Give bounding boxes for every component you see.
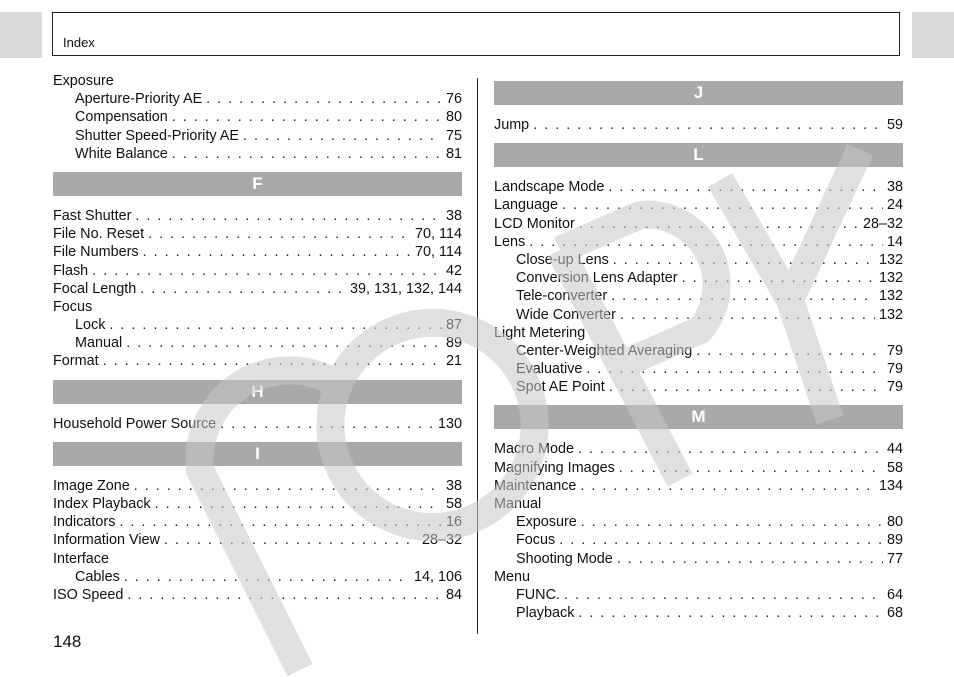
entry-page-ref: 44: [886, 441, 903, 458]
entry-label: Light Metering: [494, 324, 586, 341]
entry-label: Menu: [494, 568, 530, 585]
dot-leader: [92, 262, 442, 280]
entry-label: Evaluative: [516, 361, 583, 378]
section-letter-f: F: [53, 172, 462, 196]
entry-label: Playback: [516, 605, 575, 622]
dot-leader: [155, 495, 442, 513]
dot-leader: [696, 342, 883, 360]
entry-page-ref: 79: [886, 379, 903, 396]
dot-leader: [109, 316, 442, 334]
index-entry: [53, 531, 462, 549]
entry-page-ref: 38: [445, 477, 462, 494]
dot-leader: [579, 215, 859, 233]
entry-page-ref: 132: [878, 270, 903, 287]
entry-page-ref: 38: [445, 207, 462, 224]
entry-page-ref: 79: [886, 342, 903, 359]
index-subentry: [494, 586, 903, 604]
entry-page-ref: 64: [886, 586, 903, 603]
entry-label: Index Playback: [53, 496, 151, 512]
index-subentry: [494, 287, 903, 305]
entry-label: Focus: [516, 532, 556, 549]
index-entry: [53, 262, 462, 280]
entry-page-ref: 14: [886, 233, 903, 250]
entry-page-ref: 130: [437, 415, 462, 432]
dot-leader: [609, 378, 883, 396]
dot-leader: [617, 550, 883, 568]
entry-page-ref: 134: [878, 477, 903, 494]
entry-page-ref: 76: [445, 91, 462, 108]
entry-label: Spot AE Point: [516, 379, 605, 396]
index-subentry: [494, 550, 903, 568]
header-title: Index: [63, 35, 95, 50]
entry-page-ref: 79: [886, 361, 903, 378]
dot-leader: [533, 116, 883, 134]
entry-page-ref: 80: [886, 514, 903, 531]
dot-leader: [134, 477, 442, 495]
dot-leader: [127, 586, 442, 604]
section-letter-h: H: [53, 380, 462, 404]
entry-label: LCD Monitor: [494, 215, 575, 232]
dot-leader: [562, 196, 883, 214]
index-entry: [53, 72, 462, 90]
index-subentry: [494, 378, 903, 396]
index-subentry: [494, 531, 903, 549]
entry-label: Image Zone: [53, 477, 130, 494]
dot-leader: [243, 127, 442, 145]
index-subentry: [494, 251, 903, 269]
section-letter-m: M: [494, 405, 903, 429]
section-letter-i: I: [53, 442, 462, 466]
entry-page-ref: 70, 114: [415, 226, 462, 243]
entry-label: Macro Mode: [494, 441, 574, 458]
dot-leader: [580, 477, 875, 495]
dot-leader: [119, 513, 442, 531]
entry-page-ref: 87: [445, 317, 462, 334]
index-entry: [494, 568, 903, 586]
entry-label: Information View: [53, 532, 160, 549]
entry-page-ref: 132: [878, 306, 903, 323]
index-subentry: [53, 145, 462, 163]
dot-leader: [124, 568, 410, 586]
dot-leader: [529, 233, 883, 251]
entry-label: Household Power Source: [53, 415, 217, 432]
page-number: 148: [53, 632, 82, 651]
index-subentry: [53, 568, 462, 586]
entry-label: Conversion Lens Adapter: [516, 270, 678, 287]
entry-label: Maintenance: [494, 477, 577, 494]
dot-leader: [172, 108, 442, 126]
dot-leader: [559, 531, 883, 549]
entry-label: Jump: [494, 117, 530, 133]
dot-leader: [206, 90, 442, 108]
dot-leader: [164, 531, 418, 549]
index-entry: [53, 352, 462, 370]
entry-label: Aperture-Priority AE: [75, 91, 203, 108]
dot-leader: [135, 207, 442, 225]
entry-page-ref: 77: [886, 550, 903, 567]
entry-label: Close-up Lens: [516, 251, 609, 268]
index-entry: [494, 477, 903, 495]
entry-page-ref: 132: [878, 251, 903, 268]
index-entry: [494, 440, 903, 458]
entry-label: Interface: [53, 550, 109, 567]
dot-leader: [586, 360, 883, 378]
entry-label: Format: [53, 353, 99, 370]
entry-label: Focal Length: [53, 280, 137, 297]
entry-label: Manual: [75, 335, 123, 352]
column-divider: [477, 78, 478, 634]
dot-leader: [620, 306, 875, 324]
entry-label: Exposure: [53, 73, 114, 89]
dot-leader: [126, 334, 442, 352]
index-subentry: [53, 127, 462, 145]
entry-page-ref: 132: [878, 288, 903, 305]
entry-page-ref: 75: [445, 127, 462, 144]
dot-leader: [581, 513, 883, 531]
entry-page-ref: 24: [886, 197, 903, 214]
section-letter-l: L: [494, 143, 903, 167]
index-entry: [53, 298, 462, 316]
index-column-right: [494, 72, 903, 622]
entry-page-ref: 89: [445, 335, 462, 352]
index-subentry: [494, 513, 903, 531]
index-subentry: [494, 269, 903, 287]
dot-leader: [578, 604, 883, 622]
index-entry: [494, 196, 903, 214]
entry-label: Cables: [75, 568, 120, 585]
entry-label: Compensation: [75, 109, 168, 126]
entry-label: Shooting Mode: [516, 550, 613, 567]
entry-label: Indicators: [53, 514, 116, 531]
entry-label: Exposure: [516, 514, 577, 531]
index-entry: [494, 215, 903, 233]
page-header: [52, 12, 900, 56]
dot-leader: [578, 440, 883, 458]
index-entry: [53, 415, 462, 433]
entry-label: Lens: [494, 233, 526, 250]
index-subentry: [53, 334, 462, 352]
index-entry: [53, 550, 462, 568]
entry-label: Tele-converter: [516, 288, 608, 305]
entry-page-ref: 21: [445, 353, 462, 370]
dot-leader: [682, 269, 875, 287]
entry-page-ref: 70, 114: [415, 244, 462, 261]
index-entry: [494, 178, 903, 196]
entry-label: Manual: [494, 496, 542, 512]
right-edge-tab: [912, 12, 954, 58]
dot-leader: [613, 251, 875, 269]
index-entry: [53, 243, 462, 261]
index-entry: [53, 586, 462, 604]
index-subentry: [494, 604, 903, 622]
entry-page-ref: 14, 106: [413, 568, 462, 585]
entry-label: Wide Converter: [516, 306, 616, 323]
entry-page-ref: 58: [445, 496, 462, 512]
index-subentry: [494, 360, 903, 378]
entry-label: Language: [494, 197, 559, 214]
index-entry: [53, 225, 462, 243]
dot-leader: [611, 287, 875, 305]
entry-label: White Balance: [75, 145, 168, 162]
index-entry: [494, 324, 903, 342]
dot-leader: [140, 280, 346, 298]
entry-page-ref: 80: [445, 109, 462, 126]
entry-page-ref: 81: [445, 145, 462, 162]
dot-leader: [564, 586, 883, 604]
entry-label: File Numbers: [53, 244, 139, 261]
index-subentry: [494, 306, 903, 324]
dot-leader: [148, 225, 411, 243]
entry-label: Shutter Speed-Priority AE: [75, 127, 239, 144]
dot-leader: [143, 243, 411, 261]
index-entry: [494, 233, 903, 251]
index-entry: [53, 477, 462, 495]
index-column-left: [53, 72, 462, 604]
entry-page-ref: 42: [445, 262, 462, 279]
entry-page-ref: 68: [886, 605, 903, 622]
index-subentry: [53, 316, 462, 334]
entry-label: Landscape Mode: [494, 179, 605, 196]
index-subentry: [53, 108, 462, 126]
entry-label: Focus: [53, 298, 93, 315]
dot-leader: [608, 178, 883, 196]
entry-page-ref: 59: [886, 117, 903, 133]
dot-leader: [220, 415, 434, 433]
entry-label: Fast Shutter: [53, 207, 132, 224]
entry-page-ref: 28–32: [862, 215, 903, 232]
entry-label: Magnifying Images: [494, 459, 615, 476]
index-entry: [494, 116, 903, 134]
index-subentry: [53, 90, 462, 108]
index-entry: [53, 280, 462, 298]
entry-page-ref: 38: [886, 179, 903, 196]
index-entry: [53, 207, 462, 225]
entry-label: FUNC.: [516, 586, 560, 603]
dot-leader: [172, 145, 442, 163]
index-entry: [494, 459, 903, 477]
section-letter-j: J: [494, 81, 903, 105]
left-edge-tab: [0, 12, 42, 58]
entry-page-ref: 84: [445, 586, 462, 603]
entry-page-ref: 58: [886, 459, 903, 476]
entry-label: File No. Reset: [53, 226, 145, 243]
entry-page-ref: 16: [445, 514, 462, 531]
index-entry: [53, 513, 462, 531]
index-entry: [53, 495, 462, 513]
entry-page-ref: 89: [886, 532, 903, 549]
entry-label: Lock: [75, 317, 106, 334]
index-subentry: [494, 342, 903, 360]
index-entry: [494, 495, 903, 513]
entry-label: Flash: [53, 262, 89, 279]
dot-leader: [619, 459, 883, 477]
entry-label: ISO Speed: [53, 586, 124, 603]
entry-page-ref: 39, 131, 132, 144: [349, 280, 462, 297]
dot-leader: [103, 352, 442, 370]
entry-label: Center-Weighted Averaging: [516, 342, 693, 359]
entry-page-ref: 28–32: [421, 532, 462, 549]
